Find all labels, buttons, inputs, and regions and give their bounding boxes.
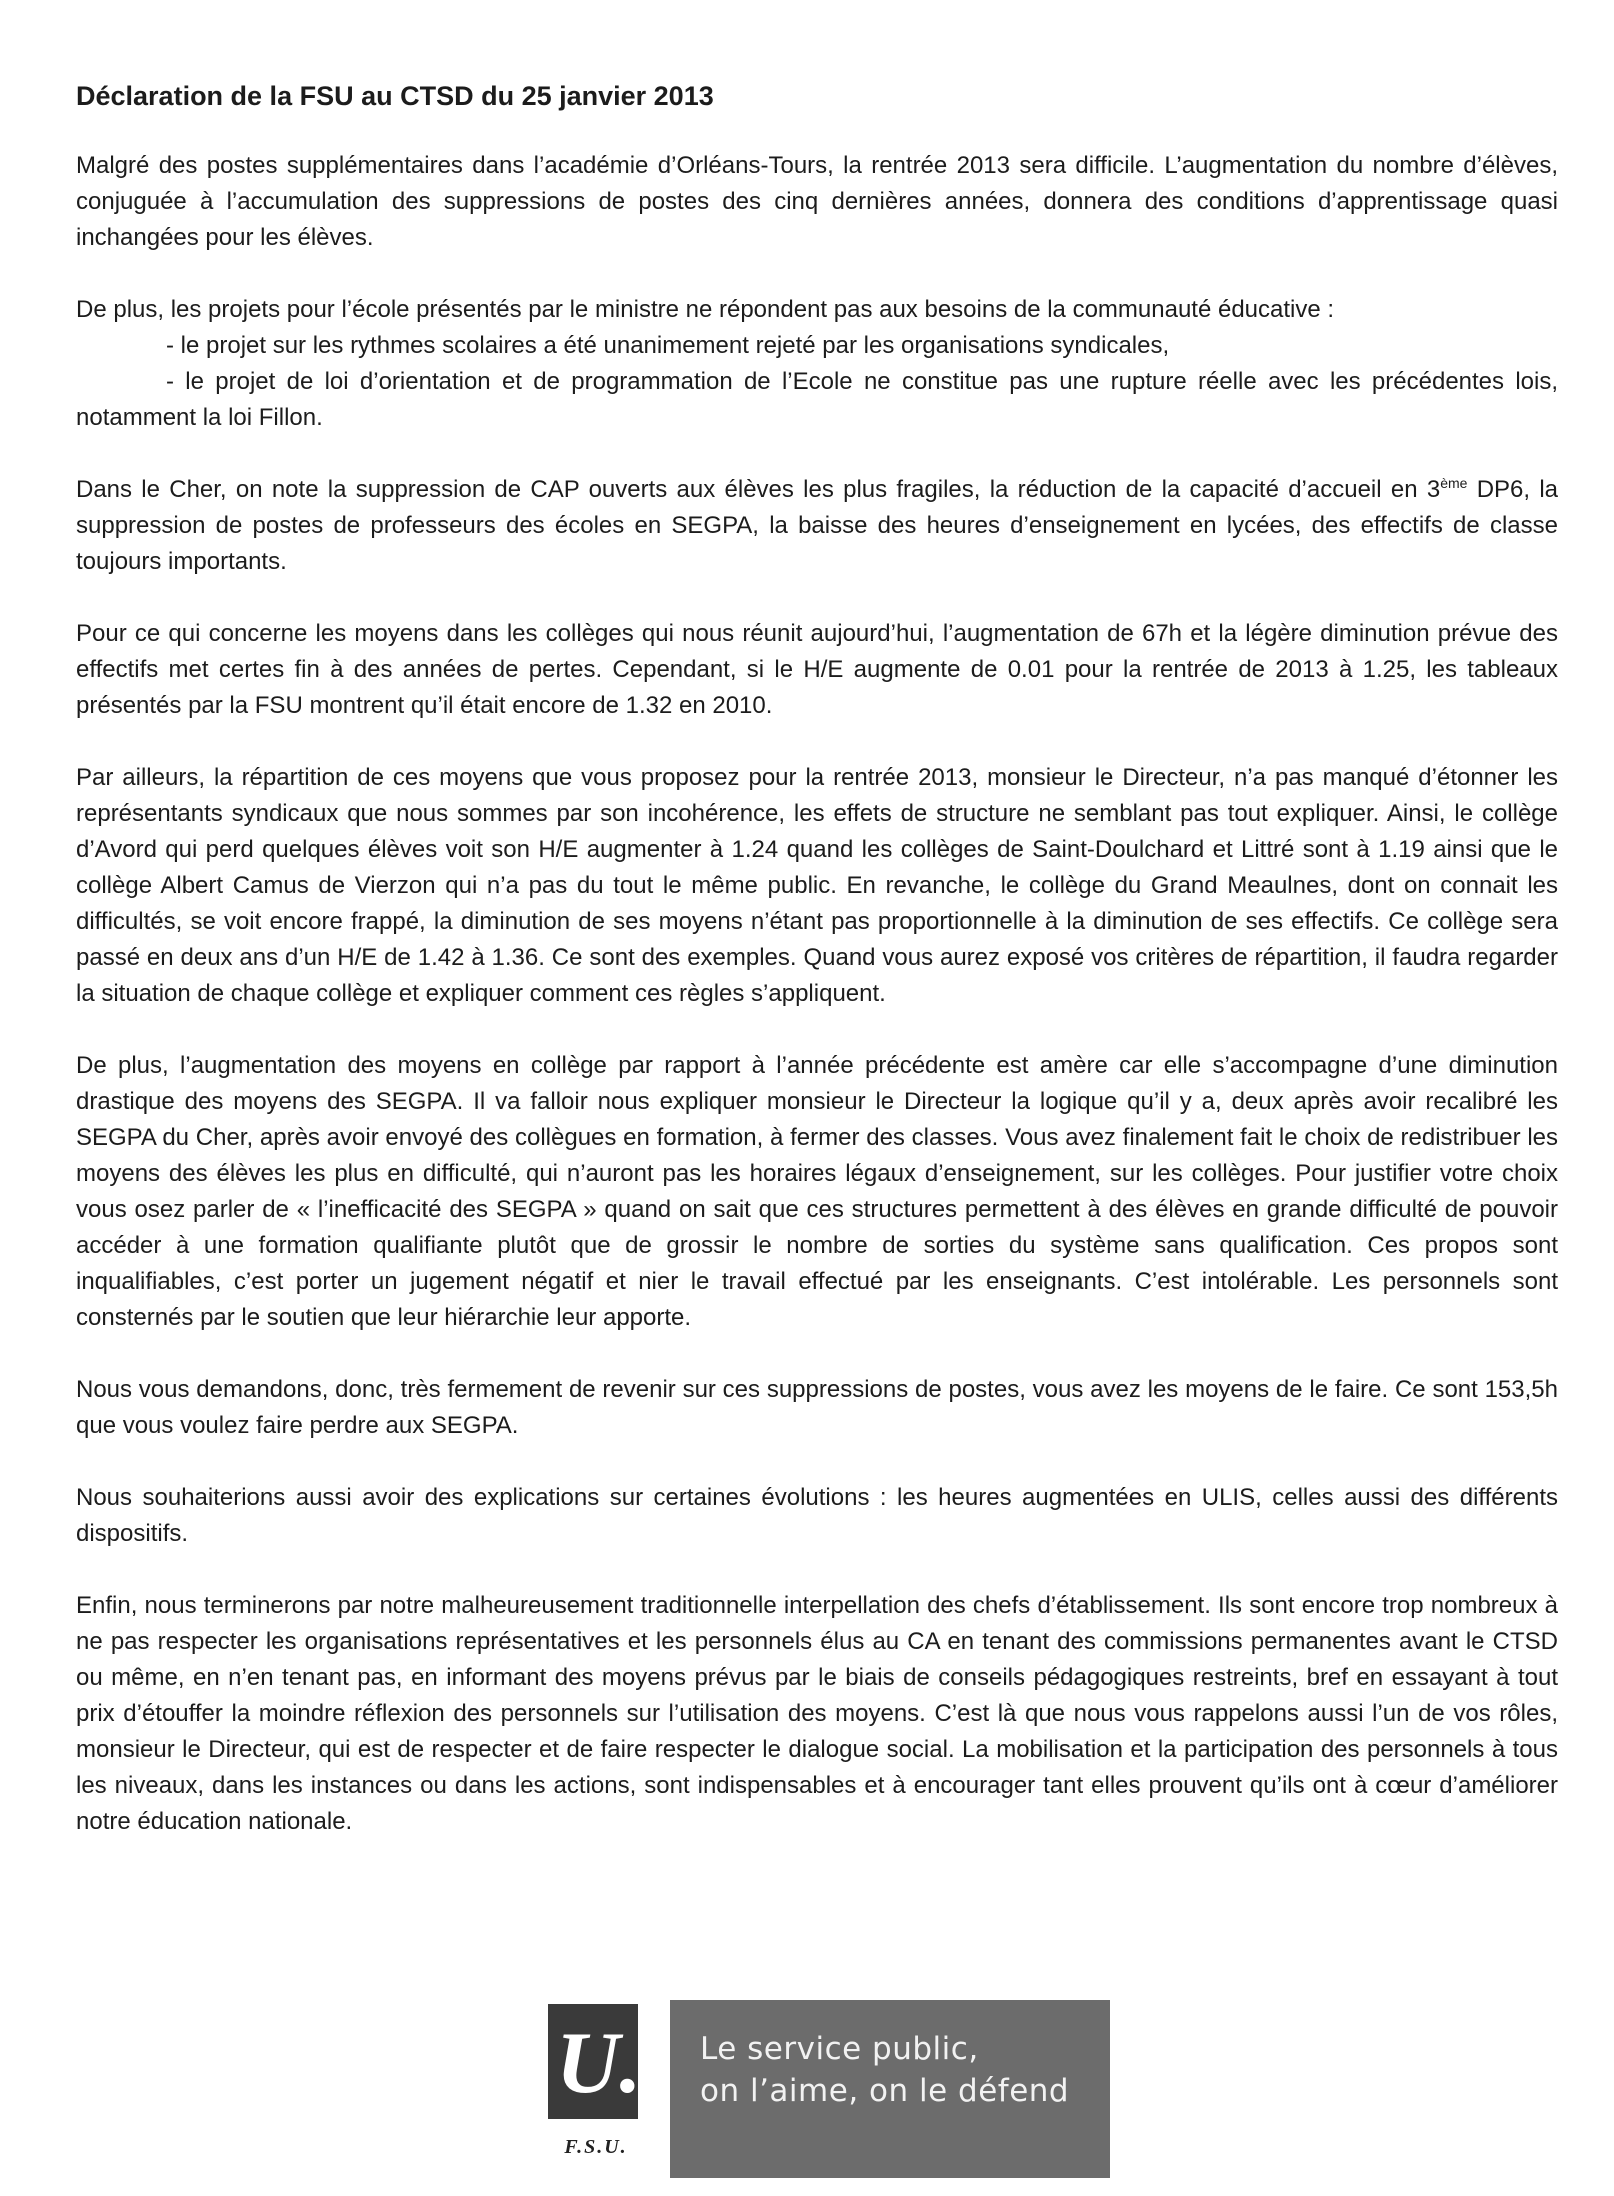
fsu-logo-text: F.S.U. (564, 2136, 628, 2158)
paragraph-cher (76, 472, 1558, 580)
paragraph-projects: De plus, les projets pour l’école présentés par le ministre ne répondent pas aux besoins de la communauté éducative : (76, 296, 1335, 323)
paragraph-explications: Nous souhaiterions aussi avoir des explications sur certaines évolutions : les heures augmentées en ULIS, celles aussi des différents dispositifs. (76, 1484, 1558, 1547)
paragraph-repartition: Par ailleurs, la répartition de ces moyens que vous proposez pour la rentrée 2013, monsieur le Directeur, n’a pas manqué d’étonner les représentants syndicaux que nous sommes par son incohérence, les effets de structure ne semblant pas tout expliquer. Ainsi, le collège d’Avord qui perd quelques élèves voit son H/E augmenter à 1.24 quand les collèges de Saint-Doulchard et Littré sont à 1.19 ainsi que le collège Albert Camus de Vierzon qui n’a pas du tout le même public. En revanche, le collège du Grand Meaulnes, dont on connait les difficultés, se voit encore frappé, la diminution de ses moyens n’étant pas proportionnelle à la diminution de ses effectifs. Ce collège sera passé en deux ans d’un H/E de 1.42 à 1.36. Ce sont des exemples. Quand vous aurez exposé vos critères de répartition, il faudra regarder la situation de chaque collège et expliquer comment ces règles s’appliquent. (76, 764, 1558, 1007)
paragraph-cher-rest: DP6, la suppression de postes de professeurs des écoles en SEGPA, la baisse des heures d’enseignement en lycées, des effectifs de classe toujours importants. (76, 476, 1559, 575)
paragraph-conclusion: Enfin, nous terminerons par notre malheureusement traditionnelle interpellation des chefs d’établissement. Ils sont encore trop nombreux à ne pas respecter les organisations représentatives et les personnels élus au CA en tenant des commissions permanentes avant le CTSD ou même, en n’en tenant pas, en informant des moyens prévus par le biais de conseils pédagogiques restreints, bref en essayant à tout prix d’étouffer la moindre réflexion des personnels sur l’utilisation des moyens. C’est là que nous vous rappelons aussi l’un de vos rôles, monsieur le Directeur, qui est de respecter et de faire respecter le dialogue social. La mobilisation et la participation des personnels à tous les niveaux, dans les instances ou dans les actions, sont indispensables et à encourager tant elles prouvent qu’ils ont à cœur d’améliorer notre éducation nationale. (76, 1592, 1558, 1835)
paragraph-segpa: De plus, l’augmentation des moyens en collège par rapport à l’année précédente est amère car elle s’accompagne d’une diminution drastique des moyens des SEGPA. Il va falloir nous expliquer monsieur le Directeur la logique qu’il y a, deux après avoir recalibré les SEGPA du Cher, après avoir envoyé des collègues en formation, à fermer des classes. Vous avez finalement fait le choix de redistribuer les moyens des élèves les plus en difficulté, qui n’auront pas les horaires légaux d’enseignement, sur les collèges. Pour justifier votre choix vous osez parler de « l’inefficacité des SEGPA » quand on sait que ces structures permettent à des élèves en grande difficulté de pouvoir accéder à une formation qualifiante plutôt que de grossir le nombre de sorties du système sans qualification. Ces propos sont inqualifiables, c’est porter un jugement négatif et nier le travail effectué par les enseignants. C’est intolérable. Les personnels sont consternés par le soutien que leur hiérarchie leur apporte. (76, 1052, 1558, 1331)
ordinal-superscript: ème (1440, 475, 1468, 491)
document (76, 78, 1558, 1876)
slogan-line-2: on l’aime, on le défend (700, 2073, 1070, 2109)
document-title: Déclaration de la FSU au CTSD du 25 janvier 2013 (76, 81, 714, 111)
slogan-line-1: Le service public, (700, 2031, 979, 2067)
bullet-list (76, 328, 1558, 436)
bullet-item-rythmes: - le projet sur les rythmes scolaires a été unanimement rejeté par les organisations syndicales, (166, 332, 1170, 359)
bullet-item-loi-orientation: - le projet de loi d’orientation et de programmation de l’Ecole ne constitue pas une rupture réelle avec les précédentes lois, notamment la loi Fillon. (76, 368, 1558, 431)
footer-banner (548, 2000, 1108, 2178)
paragraph-intro: Malgré des postes supplémentaires dans l’académie d’Orléans-Tours, la rentrée 2013 sera difficile. L’augmentation du nombre d’élèves, conjuguée à l’accumulation des suppressions de postes des cinq dernières années, donnera des conditions d’apprentissage quasi inchangées pour les élèves. (76, 152, 1558, 251)
fsu-logo-mark (548, 2004, 642, 2119)
paragraph-moyens-colleges: Pour ce qui concerne les moyens dans les collèges qui nous réunit aujourd’hui, l’augmentation de 67h et la légère diminution prévue des effectifs met certes fin à des années de pertes. Cependant, si le H/E augmente de 0.01 pour la rentrée de 2013 à 1.25, les tableaux présentés par la FSU montrent qu’il était encore de 1.32 en 2010. (76, 620, 1558, 719)
fsu-logo (548, 2004, 644, 2174)
ordinal-number: 3 (1426, 476, 1441, 503)
paragraph-demande: Nous vous demandons, donc, très fermement de revenir sur ces suppressions de postes, vous avez les moyens de le faire. Ce sont 153,5h que vous voulez faire perdre aux SEGPA. (76, 1376, 1558, 1439)
slogan-box (670, 2000, 1110, 2178)
fsu-logo-letter: U. (556, 2015, 642, 2112)
paragraph-cher-start: Dans le Cher, on note la suppression de CAP ouverts aux élèves les plus fragiles, la réduction de la capacité d’accueil en (76, 476, 1418, 503)
